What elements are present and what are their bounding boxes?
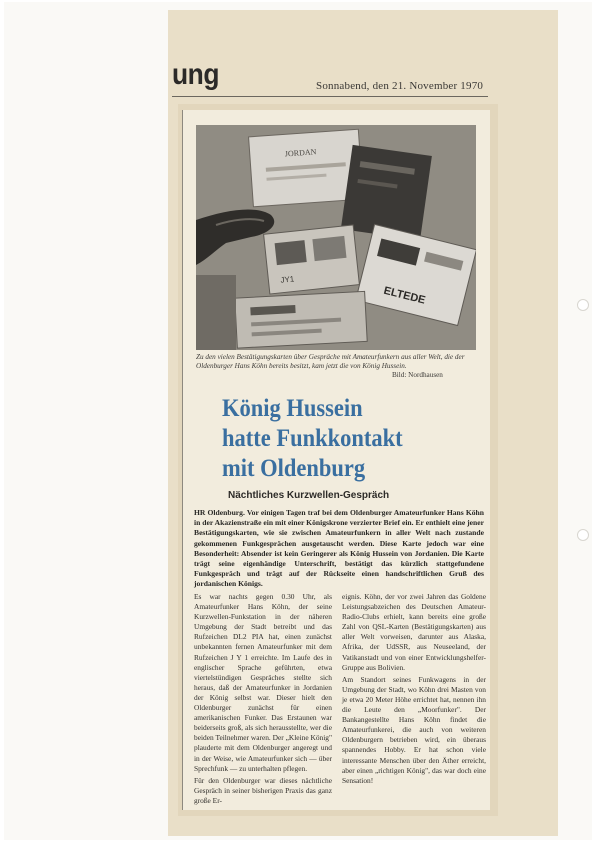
header-rule [172,96,488,97]
photo-caption: Zu den vielen Bestätigungskarten über Gespräche mit Amateurfunkern aus aller Welt, die der Oldenburger Hans Köhn bereits besitzt, kam jetzt die von König Hussein. [196,353,465,370]
article-subheadline: Nächtliches Kurzwellen-Gespräch [228,490,390,501]
headline-line: König Hussein [222,395,363,422]
paragraph: eignis. Köhn, der vor zwei Jahren das Goldene Leistungsabzeichen des Deutschen Amateur-Radio-Clubs erhielt, kann bereits eine große Zahl von QSL-Karten (Bestätigungskarten) aus aller Welt vorweisen, darunter aus Alaska, Afrika, der UdSSR, aus Neuseeland, der Vatikanstadt und von einer Entwicklungshelfer-Gruppe aus Bolivien. [342,592,486,672]
article-lead: HR Oldenburg. Vor einigen Tagen traf bei dem Oldenburger Amateurfunker Hans Köhn in der Akazienstraße ein mit einer Königskrone verzierter Brief ein. Er enthielt eine jener Bestätigungskarten, wie sie zwischen Amateurfunkern in aller Welt nach zustande gekommenen Funkgesprächen ausgetauscht werden. Diese Karte jedoch war eine Besonderheit: Absender ist kein Geringerer als König Hussein von Jordanien. Die Karte trägt seine eigenhändige Unterschrift, bestätigt das kürzlich stattgefundene Funkgespräch und trägt auf der Rückseite einen handschriftlichen Gruß des jordanischen Königs. [194,508,484,589]
photo-credit: Bild: Nordhausen [392,371,443,379]
article-column-left [194,592,332,808]
card-text: JY1 [280,274,295,285]
paragraph: Am Standort seines Funkwagens in der Umgebung der Stadt, wo Köhn drei Masten von je etwa 20 Meter Höhe errichtet hat, nennen ihn die Leute den „Moorfunker". Der Bankangestellte Hans Köhn findet die Amateurfunkerei, die auch von weiteren Oldenburgern betrieben wird, ein überaus spannendes Hobby. Er hat schon viele interessante Menschen über den Äther erreicht, aber einen „richtigen König", das war doch eine Sensation! [342,674,486,785]
card-text: ELTEDE [382,284,427,307]
article-column-right [342,592,486,788]
punch-hole [577,299,589,311]
article-photo [196,125,476,350]
punch-hole [577,529,589,541]
headline-line: mit Oldenburg [222,455,366,482]
headline-line: hatte Funkkontakt [222,425,403,452]
paragraph: Es war nachts gegen 0.30 Uhr, als Amateurfunker Hans Köhn, der seine Kurzwellen-Funkstation in der näheren Umgebung der Stadt betreibt und das Rufzeichen DL2 PIA hat, einen zunächst unbekannten fernen Amateurfunker mit dem Rufzeichen J Y 1 erreichte. Im Laufe des in englischer Sprache geführten, etwa viertelstündigen Gespräches stellte sich heraus, daß der Amateurfunker in Jordanien der König selbst war. Dieser hielt den Oldenburger zunächst für einen amerikanischen Funker. Das Erstaunen war beiderseits groß, als sich herausstellte, wer die beiden Teilnehmer waren. Der „Kleine König" plauderte mit dem Oldenburger angeregt und in der Weise, wie Amateurfunker sich — über Sprechfunk — zu unterhalten pflegen. [194,592,332,773]
article-headline [222,394,465,484]
paragraph: Für den Oldenburger war dieses nächtliche Gespräch in seiner bisherigen Praxis das ganz große Er- [194,775,332,805]
newspaper-masthead: ung [172,58,220,91]
card-text: JORDAN [284,147,317,159]
dateline: Sonnabend, den 21. November 1970 [316,80,484,92]
